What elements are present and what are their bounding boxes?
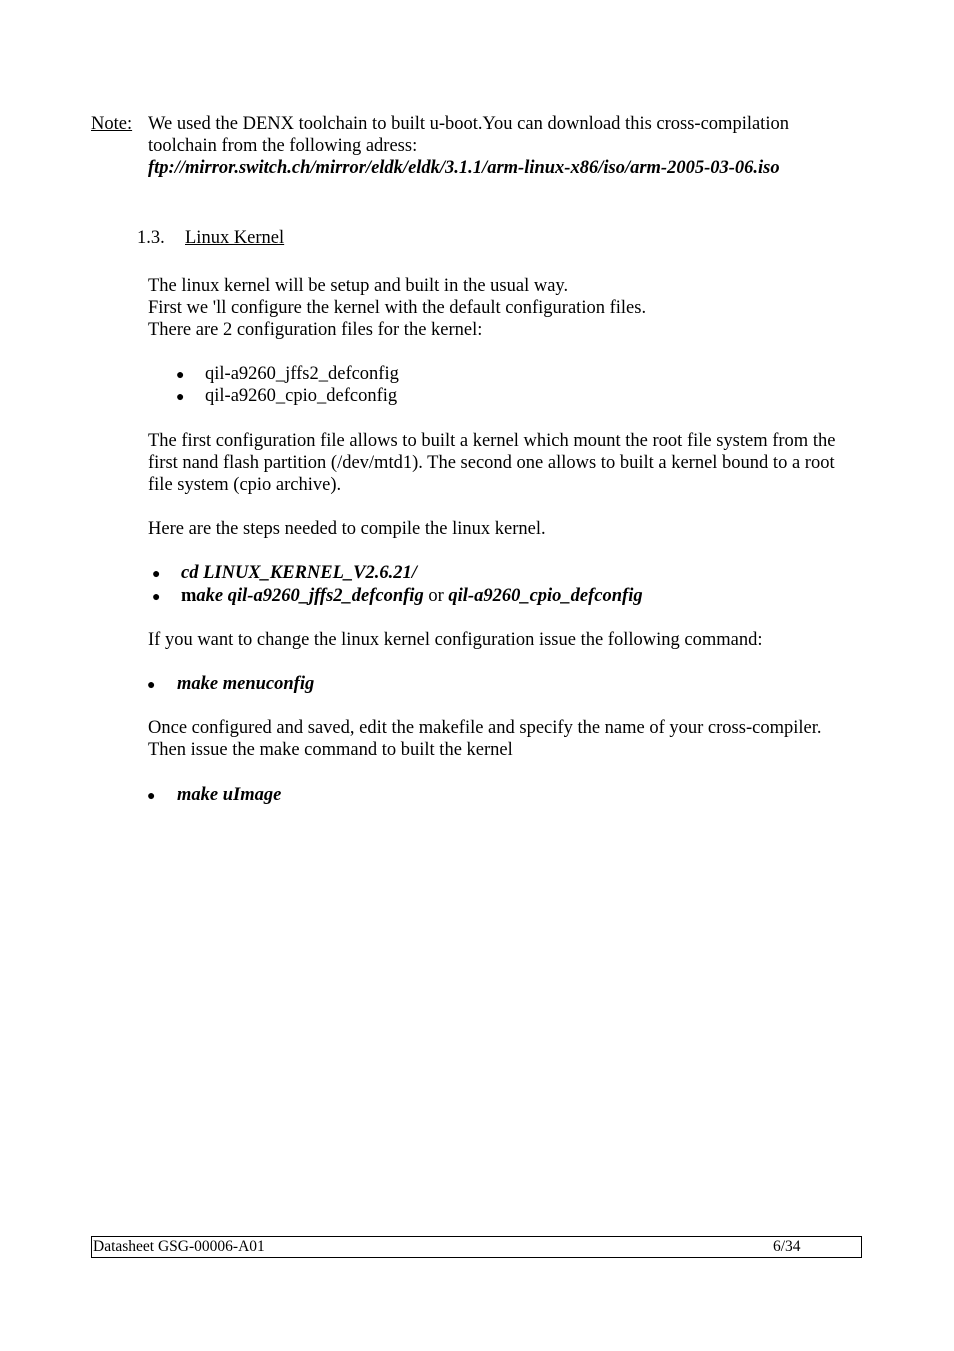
bullet-icon: ● [147, 678, 156, 693]
intro-line-3: There are 2 configuration files for the kernel: [148, 320, 483, 340]
section-title: Linux Kernel [185, 228, 285, 248]
cd-command: cd LINUX_KERNEL_V2.6.21/ [181, 563, 417, 583]
footer-page-number: 6/34 [773, 1238, 801, 1255]
make-prefix: m [181, 586, 197, 606]
bullet-icon: ● [152, 590, 161, 605]
bullet-icon: ● [176, 368, 185, 383]
description-line-1: The first configuration file allows to built a kernel which mount the root file system from the [148, 431, 836, 451]
footer-doc-id: Datasheet GSG-00006-A01 [93, 1238, 265, 1255]
build-intro-line-1: Once configured and saved, edit the makefile and specify the name of your cross-compiler. [148, 718, 822, 738]
bullet-icon: ● [147, 789, 156, 804]
description-line-2: first nand flash partition (/dev/mtd1). The second one allows to built a kernel bound to a root [148, 453, 835, 473]
or-word: or [423, 586, 449, 606]
description-line-3: file system (cpio archive). [148, 475, 342, 495]
alt-defconfig-text: qil-a9260_cpio_defconfig [448, 586, 643, 606]
menuconfig-command: make menuconfig [177, 674, 315, 694]
menuconfig-intro: If you want to change the linux kernel configuration issue the following command: [148, 630, 763, 650]
bullet-icon: ● [152, 567, 161, 582]
note-label: Note: [91, 114, 133, 134]
note-line-2: toolchain from the following adress: [148, 136, 418, 156]
config-file-cpio: qil-a9260_cpio_defconfig [205, 386, 398, 406]
toolchain-url: ftp://mirror.switch.ch/mirror/eldk/eldk/3.1.1/arm-linux-x86/iso/arm-2005-03-06.iso [148, 158, 780, 178]
intro-line-2: First we 'll configure the kernel with the default configuration files. [148, 298, 647, 318]
config-file-jffs2: qil-a9260_jffs2_defconfig [205, 364, 399, 384]
page-footer [91, 1236, 862, 1258]
build-command: make uImage [177, 785, 282, 805]
make-defconfig-command [181, 585, 643, 607]
section-number: 1.3. [137, 228, 165, 248]
build-intro-line-2: Then issue the make command to built the kernel [148, 740, 513, 760]
make-defconfig-text: ake qil-a9260_jffs2_defconfig [196, 586, 424, 606]
note-line-1: We used the DENX toolchain to built u-boot.You can download this cross-compilation [148, 114, 789, 134]
bullet-icon: ● [176, 390, 185, 405]
steps-intro: Here are the steps needed to compile the linux kernel. [148, 519, 546, 539]
intro-line-1: The linux kernel will be setup and built in the usual way. [148, 276, 569, 296]
